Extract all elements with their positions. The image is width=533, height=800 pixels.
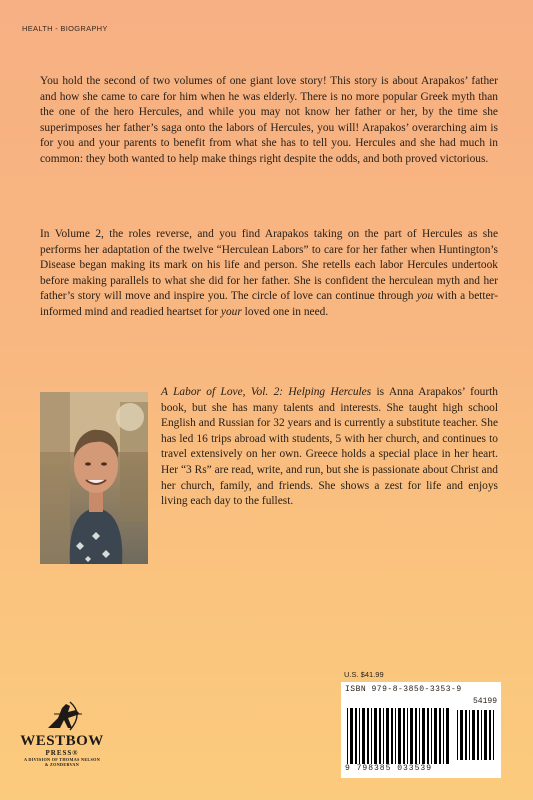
emphasis-your: your [220, 305, 242, 318]
barcode-bar [403, 708, 405, 764]
ean-digits: 9 798385 033539 [345, 764, 433, 773]
barcode-bar [359, 708, 360, 764]
publisher-logo [18, 700, 106, 772]
book-title: A Labor of Love, Vol. 2: Helping Hercules [161, 386, 372, 398]
barcode-bar [439, 708, 441, 764]
author-bio [161, 385, 498, 510]
barcode-bar [362, 708, 365, 764]
isbn-label: ISBN 979-8-3850-3353-9 [345, 685, 462, 694]
blurb-paragraph-1: You hold the second of two volumes of one giant love story! This story is about Arapakos’ father and how she came to care for him when he was elderly. There is no more popular Greek myth than the one of the hero Hercules, and while you may not know her father or her, by the time she superimposes her father’s saga onto the labors of Hercules, you will! Arapakos’ overarching aim is for you and your parents to benefit from what she has to tell you. Hercules and she had much in common: they both wanted to help make things right despite the odds, and both proved victorious. [40, 75, 498, 165]
barcode-bar [407, 708, 408, 764]
blurb-text: loved one in need. [241, 305, 329, 318]
blurb-text: with a better-informed mind and readied heartset for [40, 290, 498, 318]
price-label: U.S. $41.99 [344, 670, 384, 679]
barcode-bar [374, 708, 377, 764]
publisher-division-line-2: & ZONDERVAN [44, 762, 80, 767]
barcode-bar [347, 708, 348, 764]
category-label: HEALTH - BIOGRAPHY [22, 24, 108, 33]
blurb-paragraph-2 [40, 227, 498, 321]
barcode-bar [371, 708, 372, 764]
author-photo [40, 392, 148, 564]
barcode-bar [419, 708, 420, 764]
blurb-text: In Volume 2, the roles reverse, and you find Arapakos taking on the part of Hercules as she performs her adaptation of the twelve “Herculean Labors” to care for her father when Huntington’s Disease began making its mark on his life and person. She retells each labor Hercules undertook before making parallels to what she did for her father. She is confident the herculean myth and her father’s story will move and inspire you. The circle of love can continue through [40, 228, 498, 303]
barcode-bar [383, 708, 384, 764]
barcode-bar [431, 708, 432, 764]
archer-icon [18, 700, 106, 732]
barcode-bar [465, 710, 467, 760]
barcode-bar [415, 708, 417, 764]
bio-text: is Anna Arapakos’ fourth book, but she has many talents and interests. She taught high school English and Russian for 32 years and is currently a substitute teacher. She has led 16 trips abroad with students, 5 with her church, and continues to travel extensively on her own. Greece holds a special place in her heart. Her “3 Rs” are read, write, and run, but she is passionate about Christ and her church, family, and friends. She shows a zest for life and enjoys living each day to the fullest. [161, 386, 499, 508]
barcode-bar [386, 708, 389, 764]
publisher-press: PRESS® [45, 749, 79, 757]
barcode-bar [446, 708, 449, 764]
barcode-bar [391, 708, 393, 764]
barcode-bar [395, 708, 396, 764]
barcode-bar [367, 708, 369, 764]
publisher-division-line-1: A DIVISION OF THOMAS NELSON [23, 757, 101, 762]
barcode-icon [347, 708, 451, 764]
barcode-bar [427, 708, 429, 764]
barcode [341, 682, 501, 778]
barcode-bar [355, 708, 357, 764]
barcode-bar [434, 708, 437, 764]
barcode-bar [460, 710, 463, 760]
barcode-bar [350, 708, 353, 764]
publisher-name: WESTBOW [20, 733, 104, 749]
publisher-division [18, 757, 106, 767]
barcode-bar [484, 710, 487, 760]
emphasis-you: you [416, 290, 434, 303]
barcode-bar [472, 710, 475, 760]
barcode-bar [410, 708, 413, 764]
barcode-supplement-icon [457, 710, 497, 760]
barcode-bar [379, 708, 381, 764]
barcode-bar [443, 708, 444, 764]
barcode-bar [469, 710, 470, 760]
barcode-bar [481, 710, 482, 760]
barcode-bar [489, 710, 491, 760]
barcode-bar [422, 708, 425, 764]
barcode-bar [477, 710, 479, 760]
price-code: 54199 [472, 697, 497, 706]
barcode-bar [398, 708, 401, 764]
barcode-bar [457, 710, 458, 760]
author-portrait-graphic [40, 392, 148, 564]
barcode-bar [493, 710, 494, 760]
